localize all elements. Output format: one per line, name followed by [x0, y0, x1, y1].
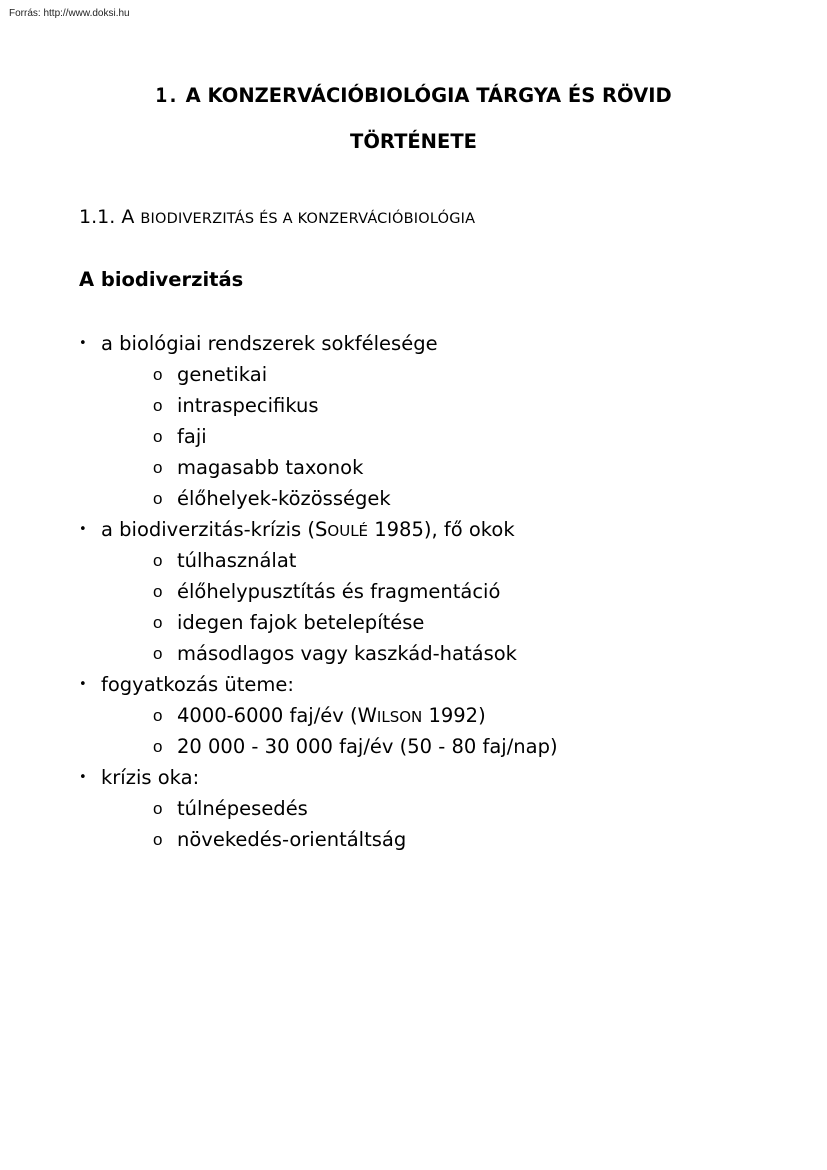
bullet-symbol: • [79, 336, 87, 351]
author-initial: S [315, 518, 328, 541]
author-initial: W [357, 704, 377, 727]
sub-item: idegen fajok betelepítése [177, 611, 425, 634]
subheading: A biodiverzitás [79, 268, 244, 291]
chapter-number: 1. [155, 84, 179, 107]
sub-item-text: 4000-6000 faj/év ( [177, 704, 358, 727]
sub-bullet-symbol: o [153, 737, 163, 756]
section-initial: A [121, 206, 135, 228]
section-number: 1.1. [79, 206, 116, 228]
bullet-item: fogyatkozás üteme: [101, 673, 294, 696]
bullet-text: a biodiverzitás-krízis ( [101, 518, 316, 541]
sub-bullet-symbol: o [153, 489, 163, 508]
bullet-item: krízis oka: [101, 766, 200, 789]
sub-item: túlnépesedés [177, 797, 308, 820]
sub-bullet-symbol: o [153, 458, 163, 477]
sub-item: magasabb taxonok [177, 456, 364, 479]
sub-bullet-symbol: o [153, 830, 163, 849]
bullet-item: a biológiai rendszerek sokfélesége [101, 332, 438, 355]
bullet-symbol: • [79, 770, 87, 785]
sub-bullet-symbol: o [153, 799, 163, 818]
sub-item [177, 700, 486, 731]
sub-item: másodlagos vagy kaszkád-hatások [177, 642, 517, 665]
chapter-title-text: A KONZERVÁCIÓBIOLÓGIA TÁRGYA ÉS RÖVID [185, 84, 672, 107]
sub-item: túlhasználat [177, 549, 297, 572]
sub-item: élőhelypusztítás és fragmentáció [177, 580, 501, 603]
source-url: Forrás: http://www.doksi.hu [9, 8, 130, 19]
sub-item-text: 1992) [422, 704, 486, 727]
bullet-item [101, 514, 515, 545]
bullet-text: 1985), fő okok [368, 518, 515, 541]
sub-bullet-symbol: o [153, 551, 163, 570]
bullet-symbol: • [79, 522, 87, 537]
sub-item: növekedés-orientáltság [177, 828, 407, 851]
sub-bullet-symbol: o [153, 365, 163, 384]
author-name: OULÉ [327, 522, 369, 540]
sub-bullet-symbol: o [153, 644, 163, 663]
sub-bullet-symbol: o [153, 613, 163, 632]
sub-item: intraspecifikus [177, 394, 319, 417]
section-title: BIODIVERZITÁS ÉS A KONZERVÁCIÓBIOLÓGIA [140, 211, 476, 227]
section-heading [79, 206, 475, 228]
sub-bullet-symbol: o [153, 582, 163, 601]
chapter-title-line1 [0, 84, 827, 107]
sub-bullet-symbol: o [153, 396, 163, 415]
author-name: ILSON [376, 708, 423, 726]
chapter-title-line2: TÖRTÉNETE [350, 130, 477, 153]
sub-item: 20 000 - 30 000 faj/év (50 - 80 faj/nap) [177, 735, 558, 758]
sub-bullet-symbol: o [153, 427, 163, 446]
bullet-symbol: • [79, 677, 87, 692]
sub-item: genetikai [177, 363, 268, 386]
sub-item: faji [177, 425, 207, 448]
sub-bullet-symbol: o [153, 706, 163, 725]
sub-item: élőhelyek-közösségek [177, 487, 391, 510]
